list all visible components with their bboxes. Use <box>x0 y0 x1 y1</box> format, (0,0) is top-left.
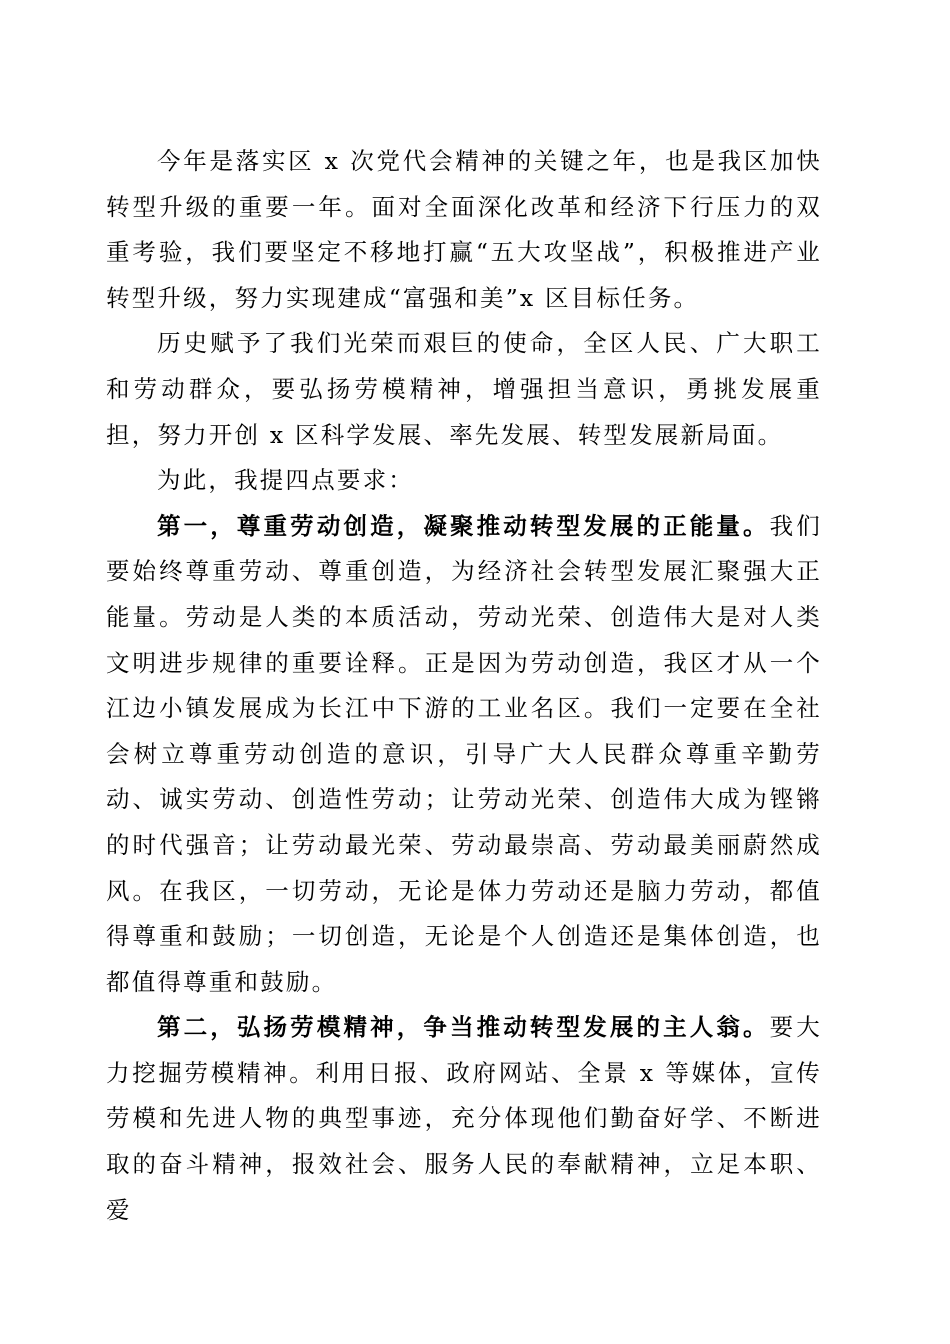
paragraph-text: 要大力挖掘劳模精神。利用日报、政府网站、全景 x 等媒体，宣传劳模和先进人物的典型事迹，充分体现他们勤奋好学、不断进取的奋斗精神，报效社会、服务人民的奉献精神，立足本职、爱 <box>106 1013 822 1224</box>
paragraph-intro <box>106 139 822 321</box>
paragraph-point-two <box>106 1005 822 1233</box>
paragraph-mission <box>106 321 822 458</box>
paragraph-text: 历史赋予了我们光荣而艰巨的使命，全区人民、广大职工和劳动群众，要弘扬劳模精神，增强担当意识，勇挑发展重担，努力开创 x 区科学发展、率先发展、转型发展新局面。 <box>106 329 822 449</box>
paragraph-text: 今年是落实区 x 次党代会精神的关键之年，也是我区加快转型升级的重要一年。面对全面深化改革和经济下行压力的双重考验，我们要坚定不移地打赢“五大攻坚战”，积极推进产业转型升级，努力实现建成“富强和美”x 区目标任务。 <box>106 147 822 312</box>
paragraph-lead: 第一，尊重劳动创造，凝聚推动转型发展的正能量。 <box>157 511 770 540</box>
paragraph-text: 为此，我提四点要求： <box>157 466 414 495</box>
paragraph-point-one <box>106 504 822 1006</box>
paragraph-requirements <box>106 458 822 504</box>
paragraph-text: 我们要始终尊重劳动、尊重创造，为经济社会转型发展汇聚强大正能量。劳动是人类的本质活动，劳动光荣、创造伟大是对人类文明进步规律的重要诠释。正是因为劳动创造，我区才从一个江边小镇发展成为长江中下游的工业名区。我们一定要在全社会树立尊重劳动创造的意识，引导广大人民群众尊重辛勤劳动、诚实劳动、创造性劳动；让劳动光荣、创造伟大成为铿锵的时代强音；让劳动最光荣、劳动最崇高、劳动最美丽蔚然成风。在我区，一切劳动，无论是体力劳动还是脑力劳动，都值得尊重和鼓励；一切创造，无论是个人创造还是集体创造，也都值得尊重和鼓励。 <box>106 511 822 996</box>
document-body <box>106 139 822 1233</box>
paragraph-lead: 第二，弘扬劳模精神，争当推动转型发展的主人翁。 <box>157 1013 770 1042</box>
